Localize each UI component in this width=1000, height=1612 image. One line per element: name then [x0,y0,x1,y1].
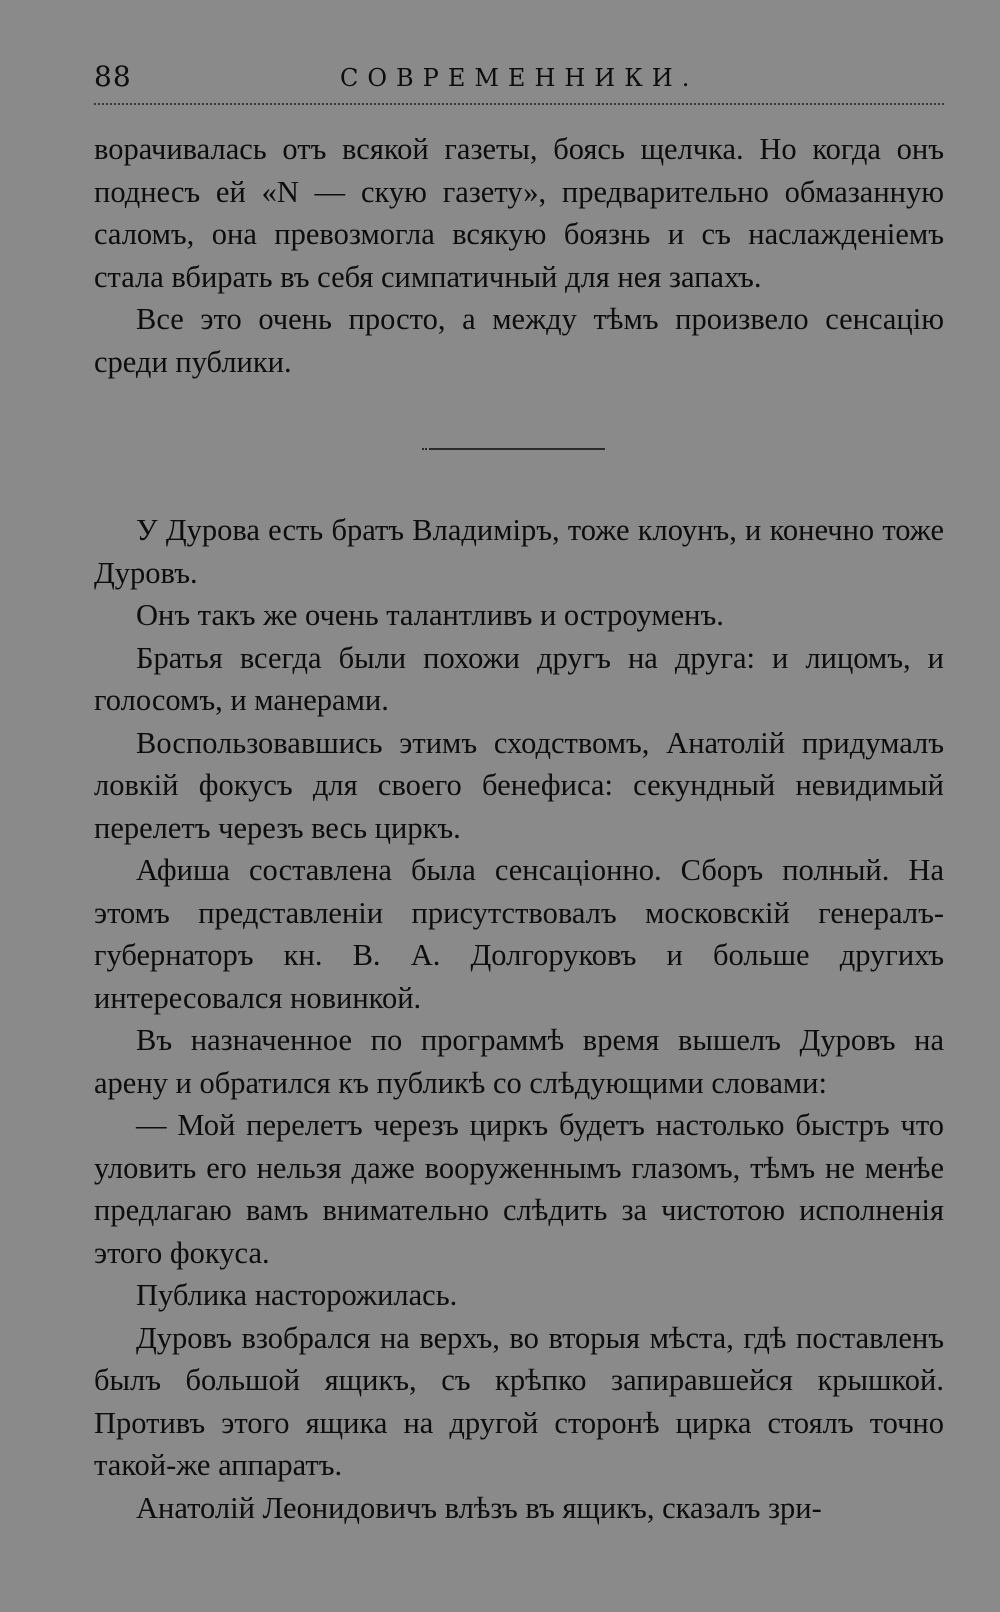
page-number: 88 [94,60,132,93]
running-title: СОВРЕМЕННИКИ. [340,64,699,92]
paragraph: Афиша составлена была сенсаціонно. Сборъ полный. На этомъ представленіи присутствовалъ московскій генералъ-губернаторъ кн. В. А. Долгоруковъ и больше другихъ интересовался новинкой. [94,853,944,1015]
paragraph: Все это очень просто, а между тѣмъ произвело сенсацію среди публики. [94,302,944,379]
text-block-bottom [94,509,944,1529]
paragraph: Анатолій Леонидовичъ влѣзъ въ ящикъ, сказалъ зри- [136,1490,822,1525]
paragraph: Дуровъ взобрался на верхъ, во вторыя мѣста, гдѣ поставленъ былъ большой ящикъ, съ крѣпко запиравшейся крышкой. Противъ этого ящика на другой сторонѣ цирка стоялъ точно такой-же аппаратъ. [94,1320,944,1482]
page-header [94,60,944,100]
paragraph: У Дурова есть братъ Владиміръ, тоже клоунъ, и конечно тоже Дуровъ. [94,513,944,590]
paragraph: — Мой перелетъ черезъ циркъ будетъ настолько быстръ что уловить его нельзя даже вооруженнымъ глазомъ, тѣмъ не менѣе предлагаю вамъ внимательно слѣдить за чистотою исполненія этого фокуса. [94,1108,944,1270]
section-separator [430,448,605,450]
paragraph: Братья всегда были похожи другъ на друга: и лицомъ, и голосомъ, и манерами. [94,640,944,717]
paragraph: ворачивалась отъ всякой газеты, боясь щелчка. Но когда онъ поднесъ ей «N — скую газету», предварительно обмазанную саломъ, она превозмогла всякую боязнь и съ наслажденіемъ стала вбирать въ себя симпатичный для нея запахъ. [94,132,944,294]
paragraph: Воспользовавшись этимъ сходствомъ, Анатолій придумалъ ловкій фокусъ для своего бенефиса: секундный невидимый перелетъ черезъ весь циркъ. [94,725,944,845]
paragraph: Въ назначенное по программѣ время вышелъ Дуровъ на арену и обратился къ публикѣ со слѣдующими словами: [94,1023,944,1100]
text-block-top [94,128,944,383]
paragraph: Онъ такъ же очень талантливъ и остроуменъ. [136,598,724,632]
header-rule [94,103,944,105]
paragraph: Публика насторожилась. [136,1278,458,1312]
